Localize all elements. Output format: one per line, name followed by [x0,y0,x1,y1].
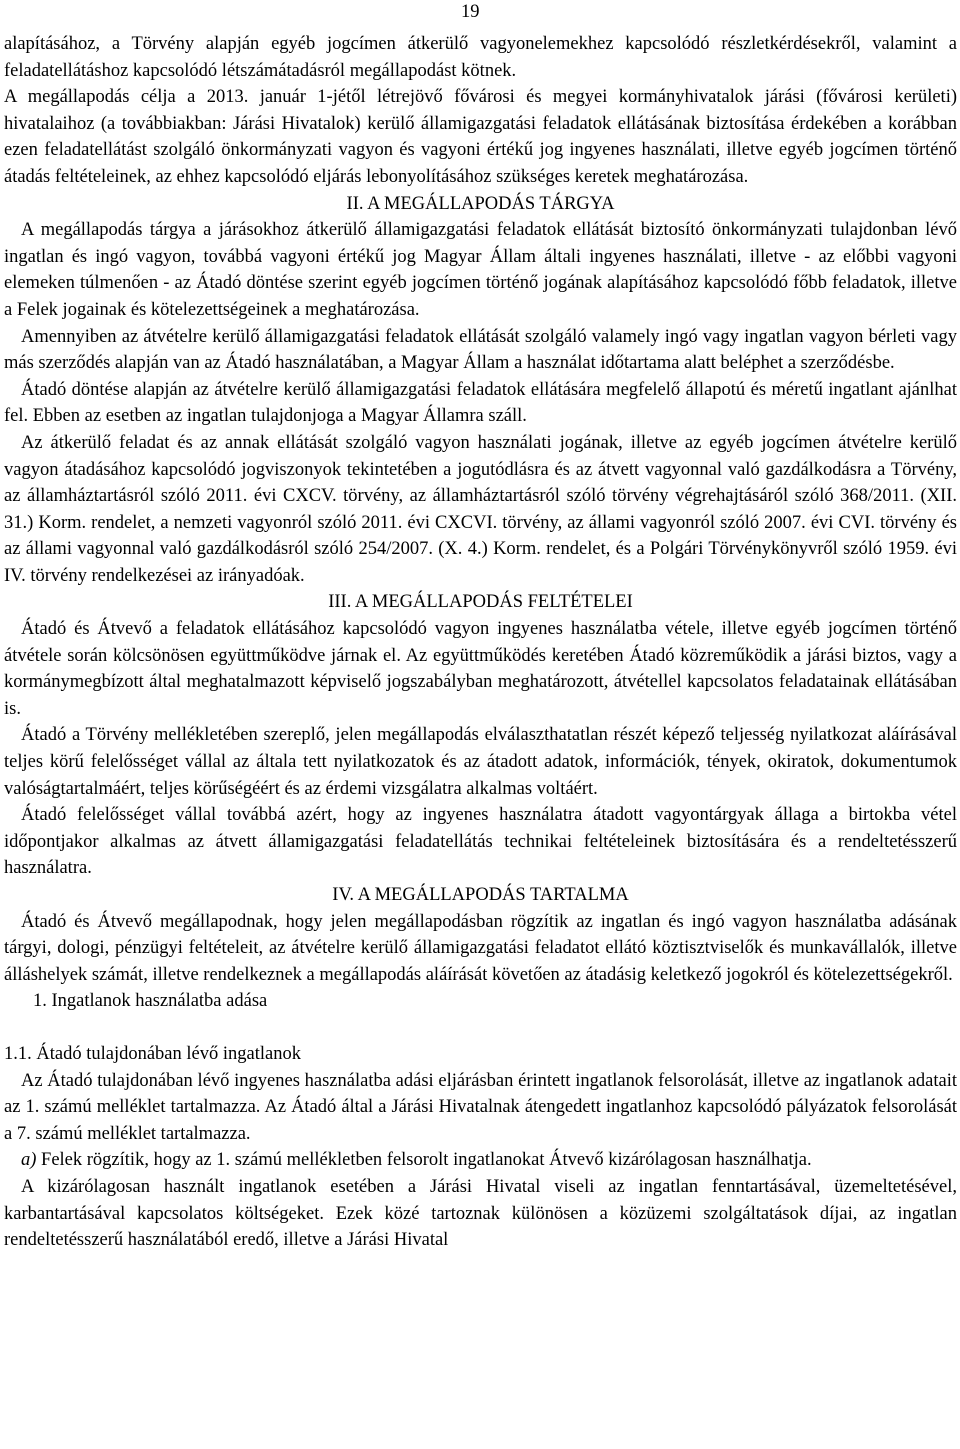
paragraph-costs: A kizárólagosan használt ingatlanok esetében a Járási Hivatal viseli az ingatlan fenntartásával, üzemeltetésével, karbantartásával kapcsolatos költségeket. Ezek közé tartoznak különösen a közüzemi szolgáltatások díjai, az ingatlan rendeltetésszerű használatából eredő, illetve a Járási Hivatal [4,1176,957,1251]
paragraph-exclusive-use [4,1147,957,1174]
document-body [4,31,957,1254]
section-heading-content: IV. A MEGÁLLAPODÁS TARTALMA [332,885,629,905]
paragraph-completeness-statement: Átadó a Törvény mellékletében szereplő, jelen megállapodás elválaszthatatlan részét képező teljesség nyilatkozat aláírásával teljes körű felelősséget vállal az általa tett nyilatkozatok és az átadott adatok, információk, tények, okiratok, dokumentumok valóságtartalmáért, teljes körűségéért és az érdemi vizsgálatra alkalmas voltáért. [4,725,957,799]
clause-label: a) [21,1150,37,1171]
spacer [4,1015,957,1041]
paragraph-property-list: Az Átadó tulajdonában lévő ingyenes használatba adási eljárásban érintett ingatlanok felsorolását, illetve az ingatlanok adatait az 1. számú melléklet tartalmazza. Az Átadó által a Járási Hivatalnak átengedett ingatlanhoz kapcsolódó pályázatok felsorolását a 7. számú melléklet tartalmazza. [4,1070,957,1144]
paragraph-lease-contract: Amennyiben az átvételre kerülő államigazgatási feladatok ellátását szolgáló valamely ingó vagy ingatlan vagyon bérleti vagy más szerződés alapján van az Átadó használatában, a Magyar Állam a használat időtartama alatt beléphet a szerződésbe. [4,326,957,374]
paragraph-purpose: A megállapodás célja a 2013. január 1-jétől létrejövő fővárosi és megyei kormányhivatalok járási (fővárosi kerületi) hivatalaihoz (a továbbiakban: Járási Hivatalok) kerülő államigazgatási feladatok ellátásának biztosítása érdekében a korábban ezen feladatellátást szolgáló önkormányzati vagyon és vagyoni értékű jog ingyenes használati, illetve egyéb jogcímen történő átadás feltételeinek, az ehhez kapcsolódó eljárás lebonyolításához szükséges keretek meghatározása. [4,87,957,187]
page-number: 19 [461,2,480,22]
paragraph-cooperation: Átadó és Átvevő a feladatok ellátásához kapcsolódó vagyon ingyenes használatba vétele, illetve egyéb jogcímen történő átvétele során kölcsönösen együttműködve járnak el. Az együttműködés keretében Átadó közreműködik a járási biztos, vagy a kormánymegbízott által meghatalmazott képviselő jogszabályban meghatározott, átvétellel kapcsolatos feladatainak ellátásában is. [4,619,957,719]
section-heading-conditions: III. A MEGÁLLAPODÁS FELTÉTELEI [328,592,633,613]
paragraph-property-offer: Átadó döntése alapján az átvételre kerülő államigazgatási feladatok ellátására megfelelő állapotú és méretű ingatlant ajánlhat fel. Ebben az esetben az ingatlan tulajdonjoga a Magyar Államra száll. [4,379,957,427]
paragraph-intro-continued: alapításához, a Törvény alapján egyéb jogcímen átkerülő vagyonelemekhez kapcsolódó részletkérdésekről, valamint a feladatellátáshoz kapcsolódó létszámátadásról megállapodást kötnek. [4,34,957,81]
paragraph-liability: Átadó felelősséget vállal továbbá azért, hogy az ingyenes használatra átadott vagyontárgyak állaga a birtokba vétel időpontjakor alkalmas az átvett államigazgatási feladatellátás technikai feltételeinek biztosítására és a rendeltetésszerű használatra. [4,805,957,879]
paragraph-subject: A megállapodás tárgya a járásokhoz átkerülő államigazgatási feladatok ellátását biztosító önkormányzati tulajdonban lévő ingatlan és ingó vagyon, továbbá vagyoni értékű jog Magyar Állam általi ingyenes használati, illetve - az előbbi vagyoni elemeken túlmenően - az Átadó döntése szerint egyéb jogcímen történő jogának alapításához kapcsolódó főbb feladatok, illetve a Felek jogainak és kötelezettségeinek a meghatározása. [4,220,957,320]
section-heading-subject: II. A MEGÁLLAPODÁS TÁRGYA [346,193,615,214]
paragraph-agreement-content: Átadó és Átvevő megállapodnak, hogy jelen megállapodásban rögzítik az ingatlan és ingó vagyon használatba adásának tárgyi, dologi, pénzügyi feltételeit, az átvételre kerülő államigazgatási feladatot ellátó köztisztviselők és munkavállalók, illetve álláshelyek számát, illetve rendelkeznek a megállapodás aláírását követően az átadásig keletkező jogokról és kötelezettségekről. [4,911,957,985]
list-item-property-use: 1. Ingatlanok használatba adása [33,991,268,1012]
clause-text: Felek rögzítik, hogy az 1. számú mellékletben felsorolt ingatlanokat Átvevő kizárólagosan használhatja. [36,1150,812,1171]
subsection-owned-properties: 1.1. Átadó tulajdonában lévő ingatlanok [4,1043,301,1064]
paragraph-legal-framework: Az átkerülő feladat és az annak ellátását szolgáló vagyon használati jogának, illetve az egyéb jogcímen átvételre kerülő vagyon átadásához kapcsolódó jogviszonyok tekintetében a jogutódlásra és az átvett vagyonnal való gazdálkodásra a Törvény, az államháztartásról szóló 2011. évi CXCV. törvény, az államháztartásról szóló törvény végrehajtásáról szóló 368/2011. (XII. 31.) Korm. rendelet, a nemzeti vagyonról szóló 2011. évi CXCVI. törvény, az állami vagyonról szóló 2007. évi CVI. törvény és az állami vagyonnal való gazdálkodásról szóló 254/2007. (X. 4.) Korm. rendelet, és a Polgári Törvénykönyvről szóló 1959. évi IV. törvény rendelkezései az irányadóak. [4,432,957,586]
